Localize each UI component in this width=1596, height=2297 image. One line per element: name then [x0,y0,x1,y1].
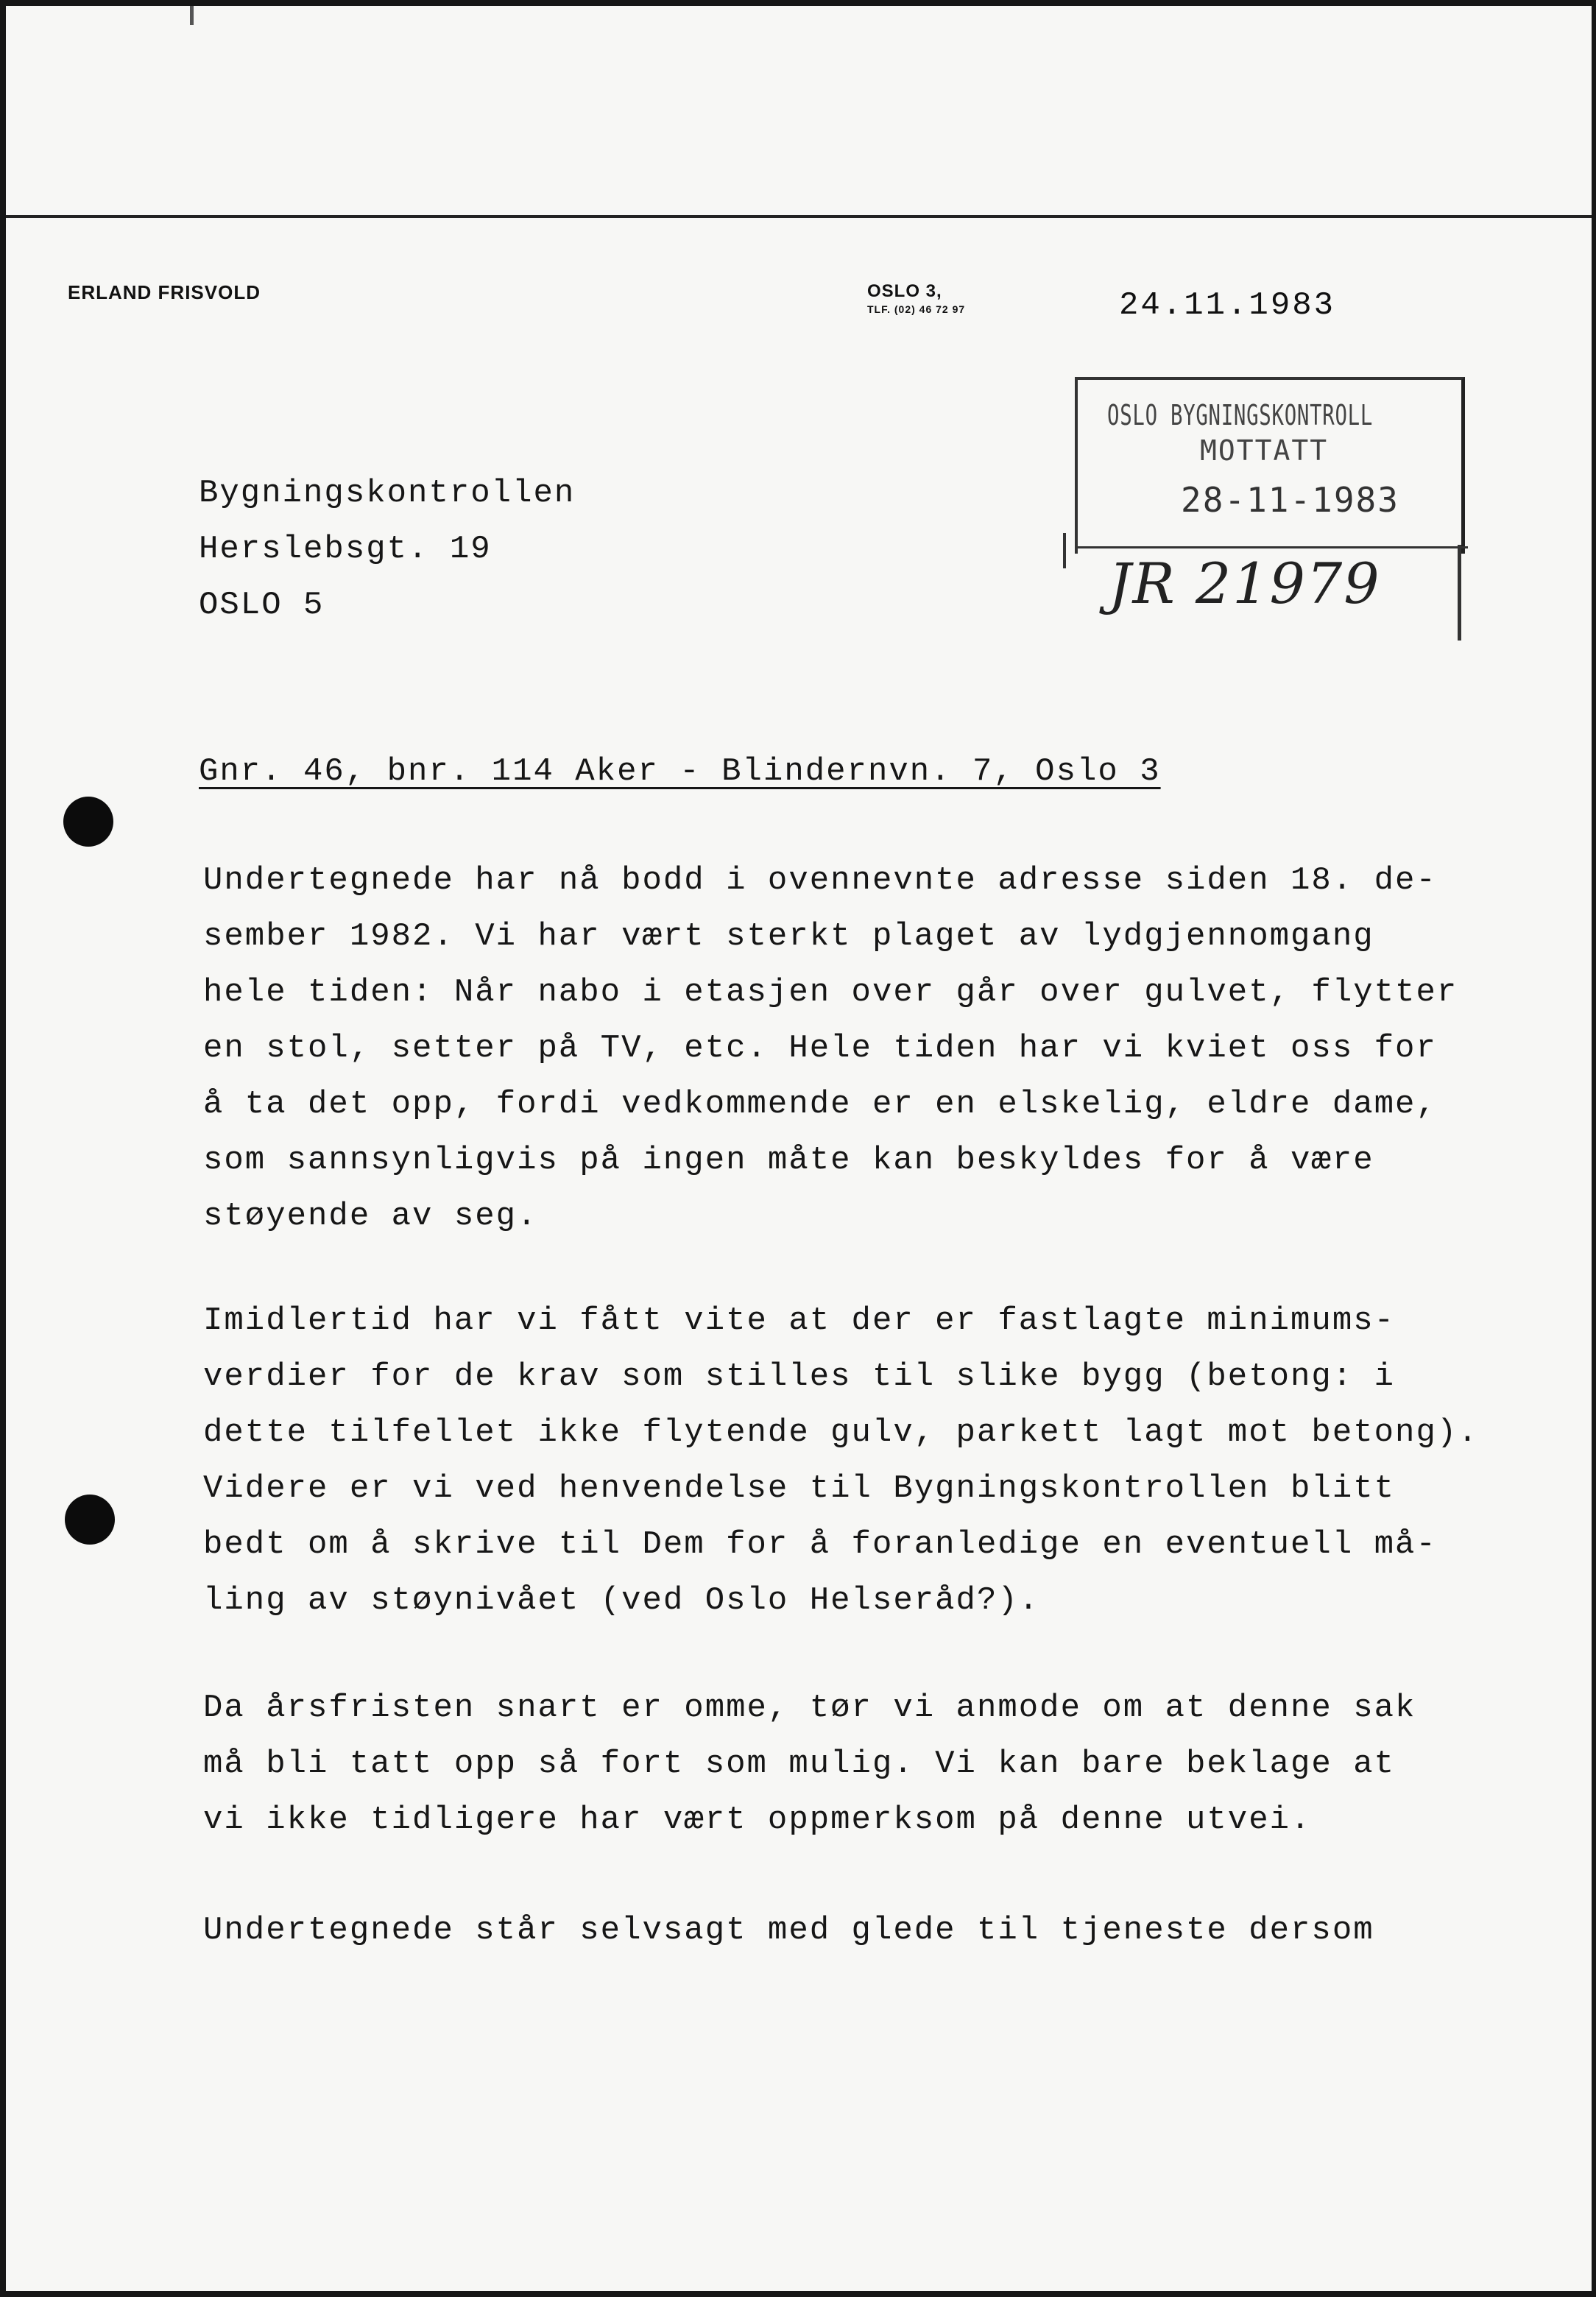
paragraph-3: Da årsfristen snart er omme, tør vi anmode om at denne sak må bli tatt opp så fort som mulig. Vi kan bare beklage at vi ikke tidligere har vært oppmerksom på denne utvei. [203,1690,1416,1838]
stamp-received: MOTTATT [1200,434,1329,467]
recipient-name: Bygningskontrollen [199,475,576,512]
recipient-address [199,465,575,633]
subject-line: Gnr. 46, bnr. 114 Aker - Blindernvn. 7, Oslo 3 [199,753,1161,790]
recipient-street: Herslebsgt. 19 [199,531,492,568]
letterhead-address [867,281,965,315]
handwritten-journal-number: JR 21979 [1109,551,1381,616]
letterhead-phone: TLF. (02) 46 72 97 [867,303,966,315]
received-stamp [1075,377,1465,554]
punch-hole-top [63,797,113,847]
stamp-border-right [1458,545,1461,641]
punch-hole-bottom [65,1495,115,1545]
paragraph-4: Undertegnede står selvsagt med glede til tjeneste dersom [203,1912,1374,1949]
recipient-city: OSLO 5 [199,587,325,624]
stamp-date: 28-11-1983 [1181,480,1399,520]
stamp-border-left [1063,533,1066,568]
stamp-office: OSLO BYGNINGSKONTROLL [1107,399,1374,431]
letterhead-sender: ERLAND FRISVOLD [68,281,261,303]
corner-mark [190,6,194,25]
page-fold-line [6,215,1592,218]
paragraph-2: Imidlertid har vi fått vite at der er fastlagte minimums- verdier for de krav som stilles til slike bygg (betong: i dette tilfellet ikke flytende gulv, parkett lagt mot betong). Videre er vi ved henvendelse til Bygningskontrollen blitt bedt om å skrive til Dem for å foranledige en eventuell må- ling av støynivået (ved Oslo Helseråd?). [203,1302,1479,1619]
letterhead-city: OSLO 3, [867,281,942,301]
letter-date: 24.11.1983 [1119,287,1336,324]
paragraph-1: Undertegnede har nå bodd i ovennevnte adresse siden 18. de- sember 1982. Vi har vært sterkt plaget av lydgjennomgang hele tiden: Når nabo i etasjen over går over gulvet, flytter en stol, setter på TV, etc. Hele tiden har vi kviet oss for å ta det opp, fordi vedkommende er en elskelig, eldre dame, som sannsynligvis på ingen måte kan beskyldes for å være støyende av seg. [203,862,1458,1235]
stamp-divider [1078,546,1468,548]
